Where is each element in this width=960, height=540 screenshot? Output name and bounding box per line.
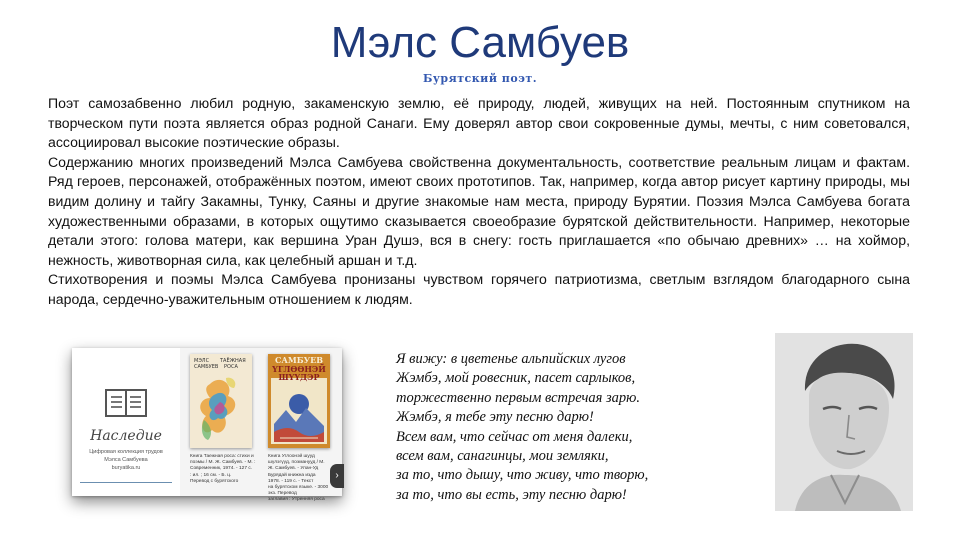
slide-title: Мэлс Самбуев — [330, 18, 630, 67]
book-caption-2: Книга Углоонэй шууд шүлэгүүд, поэманууд / М. Ж. Самбуев. - Улан-Уд Бурядай книжна изда 1978. - 119 с. - Текст на бурятском языке. - 3000 экз. Перевод заглавия : Утренняя роса — [268, 454, 329, 503]
heritage-collection-card[interactable] — [72, 348, 342, 503]
poem-line: всем вам, санагинцы, мои земляки, — [396, 448, 609, 465]
book2-title-2: ШҮҮДЭР — [278, 372, 320, 382]
poem-line: Я вижу: в цветенье альпийских лугов — [396, 351, 626, 367]
poet-portrait — [775, 333, 913, 511]
paragraph-2: Содержанию многих произведений Мэлса Самбуева свойственна документальность, соответствие реальным лицам и фактам. Ряд героев, персонажей, отображённых поэтом, имеют своих прототипов. Так, например, когда автор рисует картину природы, мы видим долину и тайгу Закамны, Тунку, Саяны и другие знакомые нам места, природу Бурятии. Поэзия Мэлса Самбуева богата художественными образами, в которых ощутимо сказывается своеобразие бурятской действительности. Например, некоторые детали этого: голова матери, как вершина Уран Душэ, вся в снегу: гость приглашается «по обычаю древних» … на хоймор, нежность, животворная сила, как целебный аршан и т.д. — [48, 153, 910, 268]
book2-author: САМБУЕВ — [275, 355, 323, 365]
book2-title: ҮГЛӨӨНЭЙ — [272, 364, 326, 374]
slide-body — [48, 94, 910, 310]
divider — [80, 482, 172, 483]
poem-line: торжественно первым встречая зарю. — [396, 389, 641, 406]
heritage-panel — [72, 348, 180, 496]
heritage-title: Наследие — [90, 428, 162, 444]
book-gallery — [180, 348, 342, 503]
open-book-icon — [105, 388, 147, 418]
portrait-image — [775, 333, 913, 511]
poem-excerpt — [396, 350, 756, 505]
paragraph-3: Стихотворения и поэмы Мэлса Самбуева пронизаны чувством горячего патриотизма, светлым взглядом благодарного сына народа, сердечно-уважительным отношением к людям. — [48, 271, 910, 307]
poem-line: Жэмбэ, мой ровесник, пасет сарлыков, — [396, 370, 636, 387]
slide-subtitle: Бурятский поэт. — [422, 72, 538, 85]
heritage-subtitle: Цифровая коллекция трудов Мэлса Самбуева buryatika.ru — [89, 449, 163, 471]
book-caption-1: Книга Таежная роса: стихи и поэмы / М. Ж. Самбуев. - М. : Современник, 1974. - 127 с. : ил. ; 16 см. - Б. ц. Перевод с бурятского — [190, 454, 256, 484]
paragraph-1: Поэт самозабвенно любил родную, закаменскую землю, её природу, людей, живущих на ней. Постоянным спутником на творческом пути поэта является образ родной Санаги. Ему доверял автор свои сокровенные думы, мечты, с ним советовался, ассоциировал высокие поэтические образы. — [48, 95, 910, 151]
poem-line: за то, что дышу, что живу, что творю, — [396, 467, 649, 484]
gallery-next-button[interactable] — [330, 464, 344, 488]
poem-line: Всем вам, что сейчас от меня далеки, — [396, 428, 633, 445]
chevron-right-icon: › — [335, 470, 339, 481]
book-cover-morning-dew[interactable] — [268, 354, 330, 448]
poem-line: Жэмбэ, я тебе эту песню дарю! — [396, 409, 594, 426]
book-cover-taiga-dew[interactable]: МЭЛС САМБУЕВ ТАЁЖНАЯ РОСА — [190, 354, 252, 448]
poem-line: за то, что вы есть, эту песню дарю! — [396, 486, 627, 503]
